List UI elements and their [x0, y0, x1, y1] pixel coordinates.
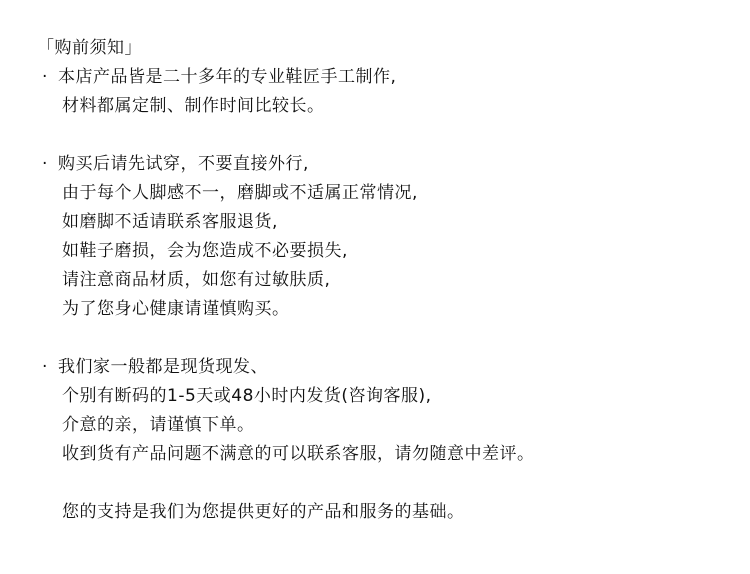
section-spacer: [38, 469, 738, 498]
purchase-notice: [38, 34, 738, 527]
bullet-icon: ·: [42, 154, 48, 174]
section-2-line-1: [38, 150, 738, 179]
section-2-line-6: 为了您身心健康请谨慎购买。: [62, 299, 290, 319]
section-3-line-3: 介意的亲，请谨慎下单。: [62, 415, 255, 435]
section-1-line-2: 材料都属定制、制作时间比较长。: [62, 96, 325, 116]
section-2-line-3: 如磨脚不适请联系客服退货,: [62, 212, 278, 232]
section-2-line-4: 如鞋子磨损，会为您造成不必要损失,: [62, 241, 348, 261]
section-3-line-2: 个别有断码的1-5天或48小时内发货(咨询客服),: [62, 386, 432, 406]
closing-statement: 您的支持是我们为您提供更好的产品和服务的基础。: [62, 502, 465, 522]
section-1-text-1: 本店产品皆是二十多年的专业鞋匠手工制作,: [58, 67, 397, 87]
section-3-line-1: [38, 353, 738, 382]
section-1-line-1: [38, 63, 738, 92]
section-spacer: [38, 121, 738, 150]
section-2-line-5: 请注意商品材质，如您有过敏肤质,: [62, 270, 331, 290]
section-2-text-1: 购买后请先试穿，不要直接外行,: [58, 154, 309, 174]
section-2-line-2: 由于每个人脚感不一，磨脚或不适属正常情况,: [62, 183, 418, 203]
notice-title: 「购前须知」: [37, 38, 142, 58]
section-3-text-1: 我们家一般都是现货现发、: [58, 357, 268, 377]
bullet-icon: ·: [42, 357, 48, 377]
section-3-line-4: 收到货有产品问题不满意的可以联系客服，请勿随意中差评。: [62, 444, 535, 464]
bullet-icon: ·: [42, 67, 48, 87]
section-spacer: [38, 324, 738, 353]
